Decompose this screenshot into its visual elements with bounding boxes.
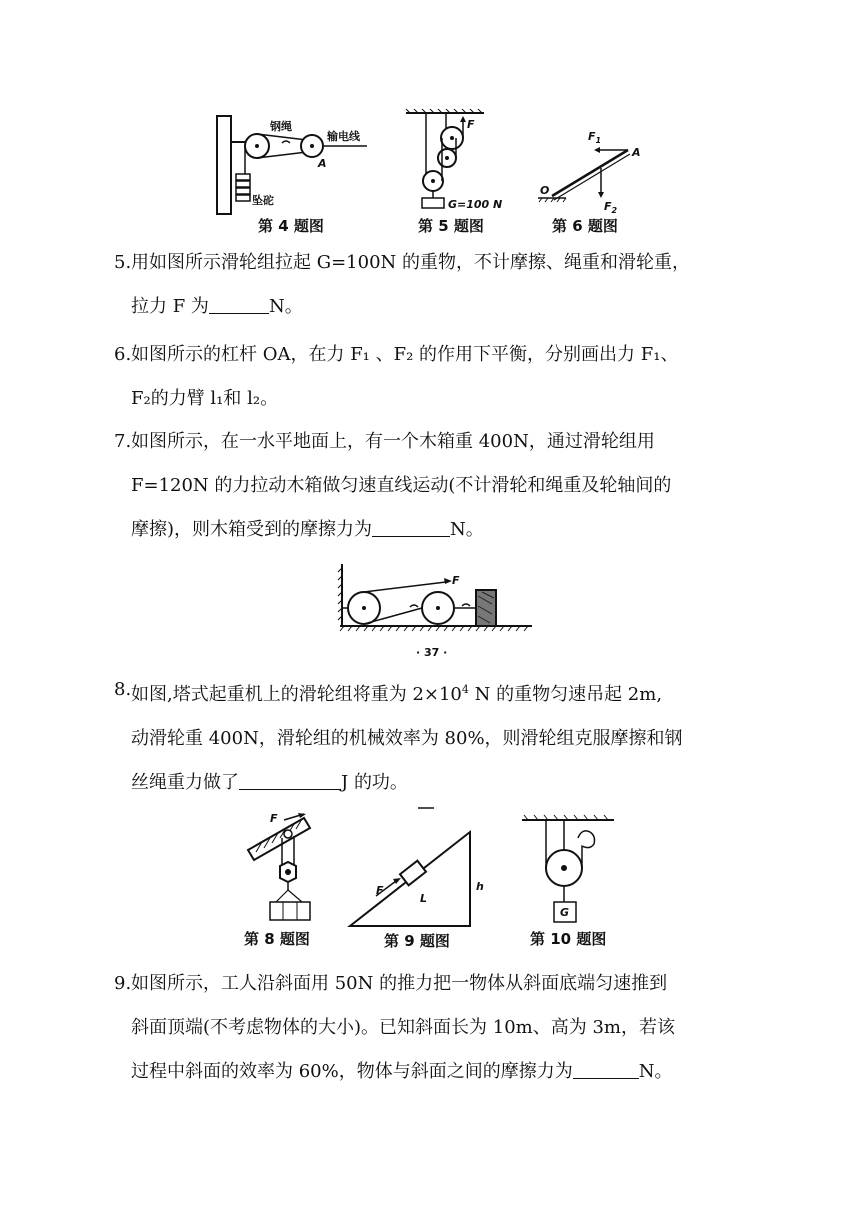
exponent: 4 bbox=[461, 683, 469, 696]
force-label: F bbox=[467, 118, 475, 131]
point-a-label: A bbox=[318, 157, 327, 170]
question-line bbox=[131, 508, 741, 552]
question-line: 如图所示，在一水平地面上，有一个木箱重 400N，通过滑轮组用 bbox=[131, 431, 655, 452]
weight-label: G bbox=[560, 906, 570, 919]
question-text: J 的功。 bbox=[341, 772, 408, 793]
force2-label: $F_2$ bbox=[604, 200, 618, 215]
question-number: 5. bbox=[114, 252, 132, 273]
question-text: 拉力 F 为 bbox=[131, 296, 209, 317]
force-label: F bbox=[452, 574, 460, 587]
question-text: 如图,塔式起重机上的滑轮组将重为 2×10 bbox=[131, 684, 462, 705]
figure-9-caption: 第 9 题图 bbox=[384, 932, 450, 950]
question-line bbox=[131, 285, 741, 329]
question-text: N。 bbox=[268, 296, 303, 317]
question-line: 如图所示，工人沿斜面用 50N 的推力把一物体从斜面底端匀速推到 bbox=[131, 973, 668, 994]
force-label: F bbox=[270, 812, 278, 825]
wire-label: 输电线 bbox=[327, 130, 360, 143]
force1-label: $F_1$ bbox=[588, 130, 602, 145]
question-line: 动滑轮重 400N，滑轮组的机械效率为 80%，则滑轮组克服摩擦和钢 bbox=[131, 728, 683, 749]
question-number: 8. bbox=[114, 679, 132, 700]
question-5 bbox=[114, 241, 741, 329]
figure-6 bbox=[536, 124, 646, 216]
question-line: F₂的力臂 l₁和 l₂。 bbox=[131, 388, 279, 409]
figure-8 bbox=[244, 810, 324, 928]
question-text: N。 bbox=[450, 519, 484, 540]
length-label: L bbox=[420, 892, 428, 905]
question-number: 6. bbox=[114, 344, 132, 365]
rope-label: 钢绳 bbox=[270, 120, 292, 133]
question-line: F=120N 的力拉动木箱做匀速直线运动(不计滑轮和绳重及轮轴间的 bbox=[131, 475, 672, 496]
height-label: h bbox=[476, 880, 484, 893]
question-line: 用如图所示滑轮组拉起 G=100N 的重物，不计摩擦、绳重和滑轮重， bbox=[131, 252, 691, 273]
figure-4-caption: 第 4 题图 bbox=[258, 217, 324, 235]
question-number: 9. bbox=[114, 973, 132, 994]
figure-4 bbox=[212, 112, 372, 216]
figure-8-caption: 第 8 题图 bbox=[244, 930, 310, 948]
point-o-label: O bbox=[540, 184, 550, 197]
question-text: N。 bbox=[638, 1061, 673, 1082]
point-a-label: A bbox=[632, 146, 641, 159]
question-line bbox=[131, 1050, 741, 1094]
question-text: 摩擦)，则木箱受到的摩擦力为 bbox=[131, 519, 373, 540]
force-label: F bbox=[376, 884, 384, 897]
answer-blank[interactable] bbox=[239, 771, 341, 790]
question-line: 如图所示的杠杆 OA，在力 F₁ 、F₂ 的作用下平衡，分别画出力 F₁、 bbox=[131, 344, 679, 365]
answer-blank[interactable] bbox=[209, 295, 269, 314]
weight-label: G=100 N bbox=[448, 198, 503, 211]
figure-10-caption: 第 10 题图 bbox=[530, 930, 607, 948]
question-8 bbox=[114, 668, 741, 805]
question-text: 丝绳重力做了 bbox=[131, 772, 239, 793]
figure-9 bbox=[346, 806, 486, 930]
figure-7 bbox=[336, 560, 536, 632]
answer-blank[interactable] bbox=[573, 1060, 639, 1079]
answer-blank[interactable] bbox=[372, 518, 450, 537]
figure-5 bbox=[404, 108, 504, 214]
weight-label: 坠砣 bbox=[252, 194, 274, 207]
question-number: 7. bbox=[114, 431, 132, 452]
figure-10 bbox=[518, 812, 618, 928]
question-text: 过程中斜面的效率为 60%，物体与斜面之间的摩擦力为 bbox=[131, 1061, 573, 1082]
question-text: N 的重物匀速吊起 2m, bbox=[468, 684, 663, 705]
question-line: 斜面顶端(不考虑物体的大小)。已知斜面长为 10m、高为 3m，若该 bbox=[131, 1017, 675, 1038]
question-7 bbox=[114, 420, 741, 552]
question-line bbox=[131, 668, 741, 717]
figure-6-caption: 第 6 题图 bbox=[552, 217, 618, 235]
figure-5-caption: 第 5 题图 bbox=[418, 217, 484, 235]
question-6 bbox=[114, 333, 741, 421]
question-line bbox=[131, 761, 741, 805]
page-number: · 37 · bbox=[416, 646, 448, 659]
question-9 bbox=[114, 962, 741, 1094]
